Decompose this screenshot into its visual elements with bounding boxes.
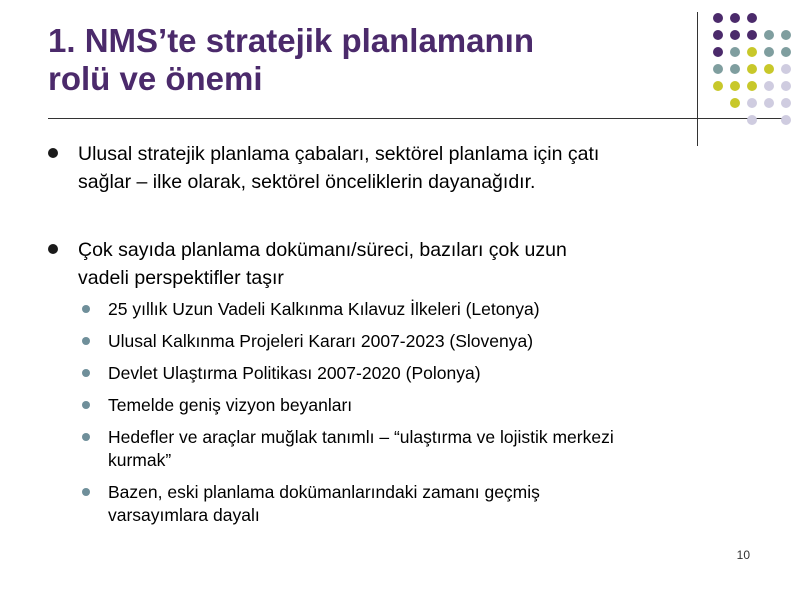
sub-bullet-item xyxy=(48,426,768,472)
page-number: 10 xyxy=(736,548,750,562)
sub-bullet-text: Hedefler ve araçlar muğlak tanımlı – “ulaştırma ve lojistik merkezi xyxy=(108,427,614,447)
decorative-dot xyxy=(781,98,791,108)
sub-bullet-text: Bazen, eski planlama dokümanlarındaki zamanı geçmiş xyxy=(108,482,540,502)
sub-bullet-item xyxy=(48,362,768,385)
decorative-dot xyxy=(730,30,740,40)
sub-bullet-dot-icon xyxy=(82,305,90,313)
horizontal-divider xyxy=(48,118,783,119)
sub-bullet-text: Ulusal Kalkınma Projeleri Kararı 2007-2023 (Slovenya) xyxy=(108,331,534,351)
decorative-dot xyxy=(781,115,791,125)
slide-content xyxy=(48,140,768,536)
slide-title-line-2: rolü ve önemi xyxy=(48,60,263,97)
decorative-dot xyxy=(764,30,774,40)
sub-bullet-text: 25 yıllık Uzun Vadeli Kalkınma Kılavuz İlkeleri (Letonya) xyxy=(108,299,540,319)
decorative-dot xyxy=(730,13,740,23)
bullet-dot-icon xyxy=(48,148,58,158)
sub-bullet-dot-icon xyxy=(82,433,90,441)
bullet-text-line: Ulusal stratejik planlama çabaları, sektörel planlama için çatı xyxy=(78,143,600,165)
sub-bullet-dot-icon xyxy=(82,401,90,409)
decorative-dot xyxy=(713,47,723,57)
decorative-dot xyxy=(730,47,740,57)
sub-bullet-list xyxy=(48,298,768,527)
slide-title-line-1: 1. NMS’te stratejik planlamanın xyxy=(48,22,534,59)
sub-bullet-text: kurmak” xyxy=(108,450,172,470)
decorative-dot xyxy=(764,47,774,57)
decorative-dot xyxy=(730,64,740,74)
decorative-dot xyxy=(781,81,791,91)
decorative-dot xyxy=(747,47,757,57)
decorative-dot xyxy=(747,115,757,125)
decorative-dot xyxy=(747,81,757,91)
sub-bullet-text: Temelde geniş vizyon beyanları xyxy=(108,395,353,415)
decorative-dot xyxy=(781,47,791,57)
sub-bullet-dot-icon xyxy=(82,337,90,345)
slide-title xyxy=(48,22,668,98)
bullet-item xyxy=(48,236,768,292)
decorative-dot xyxy=(747,13,757,23)
decorative-dot xyxy=(730,81,740,91)
decorative-dot xyxy=(713,81,723,91)
sub-bullet-text: varsayımlara dayalı xyxy=(108,505,260,525)
bullet-text-line: Çok sayıda planlama dokümanı/süreci, bazıları çok uzun xyxy=(78,239,567,261)
bullet-text-line: vadeli perspektifler taşır xyxy=(78,267,284,289)
sub-bullet-dot-icon xyxy=(82,488,90,496)
sub-bullet-item xyxy=(48,481,768,527)
bullet-item xyxy=(48,140,768,196)
bullet-dot-icon xyxy=(48,244,58,254)
bullet-text-line: sağlar – ilke olarak, sektörel önceliklerin dayanağıdır. xyxy=(78,171,536,193)
decorative-dot xyxy=(747,98,757,108)
decorative-dot xyxy=(764,98,774,108)
sub-bullet-dot-icon xyxy=(82,369,90,377)
decorative-dot xyxy=(747,30,757,40)
decorative-dot xyxy=(781,64,791,74)
decorative-dot xyxy=(713,30,723,40)
decorative-dot xyxy=(781,30,791,40)
sub-bullet-item xyxy=(48,330,768,353)
decorative-dot xyxy=(764,81,774,91)
decorative-dot xyxy=(730,98,740,108)
sub-bullet-item xyxy=(48,298,768,321)
decorative-dot xyxy=(764,64,774,74)
sub-bullet-item xyxy=(48,394,768,417)
decorative-dot xyxy=(747,64,757,74)
vertical-divider xyxy=(697,12,698,146)
decorative-dot xyxy=(713,64,723,74)
decorative-dot xyxy=(713,13,723,23)
sub-bullet-text: Devlet Ulaştırma Politikası 2007-2020 (Polonya) xyxy=(108,363,481,383)
